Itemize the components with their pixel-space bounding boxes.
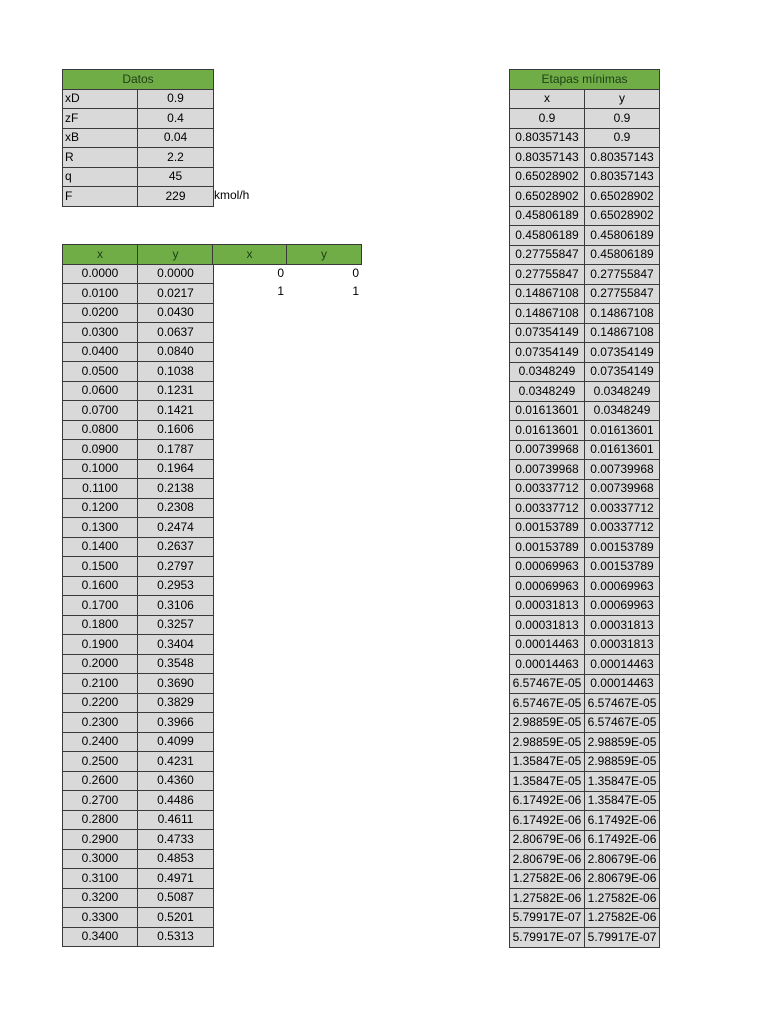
table-row [63,323,214,343]
table-row [63,732,214,752]
equilibrium-y-cell[interactable]: 0.3106 [138,596,214,616]
etapas-y-cell[interactable]: 0.27755847 [585,284,660,304]
table-row [63,381,214,401]
etapas-x-cell[interactable]: 2.80679E-06 [510,850,585,870]
table-row [510,343,660,363]
datos-table [62,69,214,207]
equilibrium-x-cell[interactable]: 0.3200 [63,888,138,908]
etapas-y-cell[interactable]: 0.65028902 [585,187,660,207]
datos-row [63,148,214,168]
equilibrium-y-cell[interactable]: 0.3829 [138,693,214,713]
table-row [510,889,660,909]
equilibrium-y-cell[interactable]: 0.1038 [138,362,214,382]
etapas-y-cell[interactable]: 0.80357143 [585,148,660,168]
table-row [63,849,214,869]
datos-label-cell[interactable]: xB [63,128,138,148]
diagonal-y-cell[interactable]: 1 [352,284,359,299]
etapas-y-cell[interactable]: 0.00337712 [585,499,660,519]
etapas-y-cell[interactable]: 2.80679E-06 [585,869,660,889]
datos-value-cell[interactable]: 0.04 [138,128,214,148]
etapas-y-cell[interactable]: 0.07354149 [585,343,660,363]
table-row [510,323,660,343]
equilibrium-header-y: y [138,245,214,265]
equilibrium-y-cell[interactable]: 0.2797 [138,557,214,577]
datos-row [63,187,214,207]
etapas-y-cell[interactable]: 0.00031813 [585,635,660,655]
etapas-y-cell[interactable]: 0.07354149 [585,362,660,382]
etapas-x-cell[interactable]: 6.57467E-05 [510,674,585,694]
etapas-x-cell[interactable]: 5.79917E-07 [510,928,585,948]
etapas-x-cell[interactable]: 6.17492E-06 [510,811,585,831]
table-row [510,616,660,636]
etapas-x-cell[interactable]: 0.07354149 [510,323,585,343]
table-row [510,284,660,304]
equilibrium-y-cell[interactable]: 0.4853 [138,849,214,869]
table-row [63,810,214,830]
etapas-y-cell[interactable]: 0.00014463 [585,674,660,694]
table-row [510,362,660,382]
etapas-y-cell[interactable]: 1.35847E-05 [585,772,660,792]
etapas-x-cell[interactable]: 5.79917E-07 [510,908,585,928]
table-row [510,440,660,460]
datos-value-cell[interactable]: 229 [138,187,214,207]
datos-label-cell[interactable]: zF [63,109,138,129]
equilibrium-x-cell[interactable]: 0.0800 [63,420,138,440]
table-row [510,460,660,480]
equilibrium-header-x: x [63,245,138,265]
equilibrium-y-cell[interactable]: 0.3690 [138,674,214,694]
equilibrium-x-cell[interactable]: 0.2000 [63,654,138,674]
etapas-y-cell[interactable]: 0.14867108 [585,323,660,343]
etapas-x-cell[interactable]: 0.65028902 [510,167,585,187]
equilibrium-x-cell[interactable]: 0.2500 [63,752,138,772]
etapas-y-cell[interactable]: 5.79917E-07 [585,928,660,948]
table-row [63,264,214,284]
table-row [63,342,214,362]
etapas-x-cell[interactable]: 0.00739968 [510,440,585,460]
equilibrium-y-cell[interactable]: 0.0637 [138,323,214,343]
etapas-x-cell[interactable]: 0.00031813 [510,616,585,636]
table-row [510,635,660,655]
table-row [510,772,660,792]
equilibrium-x-cell[interactable]: 0.3100 [63,869,138,889]
table-row [63,576,214,596]
table-row [63,869,214,889]
equilibrium-x-cell[interactable]: 0.3300 [63,908,138,928]
etapas-y-cell[interactable]: 0.65028902 [585,206,660,226]
table-row [510,694,660,714]
diagonal-header-x: x [213,245,287,265]
etapas-x-cell[interactable]: 2.80679E-06 [510,830,585,850]
table-row [63,459,214,479]
equilibrium-x-cell[interactable]: 0.1200 [63,498,138,518]
table-row [510,499,660,519]
equilibrium-x-cell[interactable]: 0.1000 [63,459,138,479]
etapas-y-cell[interactable]: 1.35847E-05 [585,791,660,811]
etapas-x-cell[interactable]: 0.00153789 [510,538,585,558]
equilibrium-x-cell[interactable]: 0.1100 [63,479,138,499]
equilibrium-y-cell[interactable]: 0.4733 [138,830,214,850]
table-row [510,167,660,187]
etapas-x-cell[interactable]: 0.00069963 [510,557,585,577]
table-row [63,693,214,713]
equilibrium-x-cell[interactable]: 0.2300 [63,713,138,733]
etapas-header-x: x [510,89,585,109]
etapas-y-cell[interactable]: 0.0348249 [585,401,660,421]
datos-value-cell[interactable]: 0.4 [138,109,214,129]
etapas-x-cell[interactable]: 0.00069963 [510,577,585,597]
table-row [510,226,660,246]
equilibrium-y-cell[interactable]: 0.5313 [138,927,214,947]
f-unit-label: kmol/h [214,188,250,202]
table-row [63,498,214,518]
equilibrium-x-cell[interactable]: 0.2900 [63,830,138,850]
equilibrium-x-cell[interactable]: 0.0500 [63,362,138,382]
table-row [63,518,214,538]
etapas-y-cell[interactable]: 0.9 [585,128,660,148]
datos-label-cell[interactable]: xD [63,89,138,109]
equilibrium-y-cell[interactable]: 0.3548 [138,654,214,674]
etapas-x-cell[interactable]: 0.00031813 [510,596,585,616]
equilibrium-x-cell[interactable]: 0.3400 [63,927,138,947]
diagonal-x-cell[interactable]: 1 [277,284,284,299]
etapas-y-cell[interactable]: 0.00739968 [585,460,660,480]
diagonal-x-cell[interactable]: 0 [277,265,284,280]
datos-row [63,128,214,148]
etapas-x-cell[interactable]: 0.80357143 [510,148,585,168]
etapas-y-cell[interactable]: 0.00739968 [585,479,660,499]
equilibrium-x-cell[interactable]: 0.2800 [63,810,138,830]
table-row [63,284,214,304]
etapas-x-cell[interactable]: 0.80357143 [510,128,585,148]
table-row [510,928,660,948]
table-row [510,128,660,148]
table-row [63,615,214,635]
etapas-x-cell[interactable]: 0.45806189 [510,226,585,246]
etapas-x-cell[interactable]: 0.07354149 [510,343,585,363]
etapas-x-cell[interactable]: 0.45806189 [510,206,585,226]
table-row [510,401,660,421]
etapas-x-cell[interactable]: 0.9 [510,109,585,129]
table-row [510,791,660,811]
etapas-x-cell[interactable]: 0.00337712 [510,499,585,519]
equilibrium-y-cell[interactable]: 0.4360 [138,771,214,791]
table-row [63,362,214,382]
equilibrium-y-cell[interactable]: 0.3404 [138,635,214,655]
equilibrium-x-cell[interactable]: 0.0700 [63,401,138,421]
table-row [63,401,214,421]
etapas-y-cell[interactable]: 0.01613601 [585,421,660,441]
diagonal-header-y: y [287,245,362,265]
etapas-y-cell[interactable]: 6.17492E-06 [585,811,660,831]
datos-row [63,109,214,129]
etapas-y-cell[interactable]: 0.00069963 [585,577,660,597]
datos-row [63,89,214,109]
etapas-y-cell[interactable]: 0.00337712 [585,518,660,538]
equilibrium-y-cell[interactable]: 0.2308 [138,498,214,518]
table-row [510,265,660,285]
etapas-y-cell[interactable]: 0.27755847 [585,265,660,285]
datos-label-cell[interactable]: F [63,187,138,207]
etapas-y-cell[interactable]: 0.00153789 [585,538,660,558]
equilibrium-x-cell[interactable]: 0.1800 [63,615,138,635]
equilibrium-x-cell[interactable]: 0.2400 [63,732,138,752]
equilibrium-y-cell[interactable]: 0.0217 [138,284,214,304]
table-row [63,479,214,499]
etapas-y-cell[interactable]: 2.80679E-06 [585,850,660,870]
table-row [510,908,660,928]
table-row [510,869,660,889]
datos-value-cell[interactable]: 45 [138,167,214,187]
table-row [63,927,214,947]
datos-title: Datos [63,70,214,90]
equilibrium-x-cell[interactable]: 0.1700 [63,596,138,616]
equilibrium-y-cell[interactable]: 0.2474 [138,518,214,538]
table-row [510,518,660,538]
equilibrium-y-cell[interactable]: 0.2637 [138,537,214,557]
equilibrium-x-cell[interactable]: 0.2600 [63,771,138,791]
table-row [510,557,660,577]
etapas-x-cell[interactable]: 0.0348249 [510,382,585,402]
etapas-y-cell[interactable]: 0.01613601 [585,440,660,460]
etapas-x-cell[interactable]: 2.98859E-05 [510,713,585,733]
etapas-table [509,69,660,948]
etapas-x-cell[interactable]: 0.14867108 [510,284,585,304]
etapas-y-cell[interactable]: 1.27582E-06 [585,908,660,928]
table-row [63,674,214,694]
equilibrium-x-cell[interactable]: 0.0600 [63,381,138,401]
table-row [510,304,660,324]
table-row [510,655,660,675]
etapas-title: Etapas mínimas [510,70,660,90]
table-row [63,635,214,655]
equilibrium-x-cell[interactable]: 0.1500 [63,557,138,577]
diagonal-header-table [212,244,362,265]
table-row [212,283,361,302]
equilibrium-y-cell[interactable]: 0.0430 [138,303,214,323]
equilibrium-x-cell[interactable]: 0.0400 [63,342,138,362]
etapas-y-cell[interactable]: 6.17492E-06 [585,830,660,850]
table-row [510,421,660,441]
table-row [510,538,660,558]
etapas-x-cell[interactable]: 0.00014463 [510,655,585,675]
table-row [510,109,660,129]
datos-label-cell[interactable]: R [63,148,138,168]
etapas-x-cell[interactable]: 0.65028902 [510,187,585,207]
etapas-y-cell[interactable]: 0.0348249 [585,382,660,402]
etapas-y-cell[interactable]: 0.45806189 [585,226,660,246]
etapas-y-cell[interactable]: 0.00069963 [585,596,660,616]
table-row [510,479,660,499]
table-row [510,187,660,207]
datos-value-cell[interactable]: 2.2 [138,148,214,168]
etapas-y-cell[interactable]: 0.00153789 [585,557,660,577]
etapas-y-cell[interactable]: 6.57467E-05 [585,694,660,714]
etapas-x-cell[interactable]: 6.17492E-06 [510,791,585,811]
equilibrium-x-cell[interactable]: 0.2700 [63,791,138,811]
diagonal-y-cell[interactable]: 0 [352,265,359,280]
equilibrium-y-cell[interactable]: 0.3257 [138,615,214,635]
etapas-y-cell[interactable]: 2.98859E-05 [585,752,660,772]
equilibrium-y-cell[interactable]: 0.2138 [138,479,214,499]
equilibrium-x-cell[interactable]: 0.0200 [63,303,138,323]
equilibrium-x-cell[interactable]: 0.0000 [63,264,138,284]
equilibrium-x-cell[interactable]: 0.0100 [63,284,138,304]
etapas-y-cell[interactable]: 0.9 [585,109,660,129]
equilibrium-y-cell[interactable]: 0.1231 [138,381,214,401]
etapas-x-cell[interactable]: 0.00739968 [510,460,585,480]
table-row [510,713,660,733]
etapas-x-cell[interactable]: 0.00153789 [510,518,585,538]
equilibrium-x-cell[interactable]: 0.0300 [63,323,138,343]
table-row [63,537,214,557]
etapas-x-cell[interactable]: 0.00014463 [510,635,585,655]
equilibrium-y-cell[interactable]: 0.0000 [138,264,214,284]
table-row [63,303,214,323]
etapas-x-cell[interactable]: 0.00337712 [510,479,585,499]
etapas-y-cell[interactable]: 0.80357143 [585,167,660,187]
equilibrium-x-cell[interactable]: 0.1400 [63,537,138,557]
equilibrium-y-cell[interactable]: 0.3966 [138,713,214,733]
etapas-x-cell[interactable]: 2.98859E-05 [510,733,585,753]
etapas-y-cell[interactable]: 0.14867108 [585,304,660,324]
table-row [510,148,660,168]
equilibrium-y-cell[interactable]: 0.0840 [138,342,214,362]
etapas-x-cell[interactable]: 0.27755847 [510,265,585,285]
table-row [63,771,214,791]
table-row [63,791,214,811]
equilibrium-x-cell[interactable]: 0.0900 [63,440,138,460]
etapas-y-cell[interactable]: 0.45806189 [585,245,660,265]
etapas-x-cell[interactable]: 0.01613601 [510,401,585,421]
etapas-y-cell[interactable]: 0.00014463 [585,655,660,675]
table-row [63,908,214,928]
equilibrium-x-cell[interactable]: 0.1600 [63,576,138,596]
diagonal-table [212,264,361,301]
equilibrium-table [62,244,214,947]
table-row [510,382,660,402]
table-row [510,674,660,694]
table-row [510,596,660,616]
equilibrium-y-cell[interactable]: 0.5087 [138,888,214,908]
equilibrium-y-cell[interactable]: 0.1606 [138,420,214,440]
etapas-y-cell[interactable]: 2.98859E-05 [585,733,660,753]
etapas-x-cell[interactable]: 1.27582E-06 [510,889,585,909]
table-row [63,440,214,460]
datos-value-cell[interactable]: 0.9 [138,89,214,109]
etapas-y-cell[interactable]: 0.00031813 [585,616,660,636]
equilibrium-x-cell[interactable]: 0.2200 [63,693,138,713]
table-row [510,752,660,772]
equilibrium-y-cell[interactable]: 0.4611 [138,810,214,830]
table-row [510,850,660,870]
datos-row [63,167,214,187]
table-row [63,420,214,440]
table-row [212,264,361,283]
table-row [63,752,214,772]
etapas-x-cell[interactable]: 0.01613601 [510,421,585,441]
table-row [510,830,660,850]
etapas-x-cell[interactable]: 0.27755847 [510,245,585,265]
equilibrium-x-cell[interactable]: 0.3000 [63,849,138,869]
etapas-x-cell[interactable]: 6.57467E-05 [510,694,585,714]
etapas-x-cell[interactable]: 1.27582E-06 [510,869,585,889]
etapas-y-cell[interactable]: 1.27582E-06 [585,889,660,909]
equilibrium-x-cell[interactable]: 0.1900 [63,635,138,655]
equilibrium-y-cell[interactable]: 0.4231 [138,752,214,772]
datos-label-cell[interactable]: q [63,167,138,187]
table-row [63,557,214,577]
equilibrium-y-cell[interactable]: 0.5201 [138,908,214,928]
equilibrium-y-cell[interactable]: 0.1787 [138,440,214,460]
table-row [63,888,214,908]
table-row [63,596,214,616]
table-row [63,654,214,674]
table-row [510,733,660,753]
table-row [510,811,660,831]
equilibrium-x-cell[interactable]: 0.2100 [63,674,138,694]
equilibrium-y-cell[interactable]: 0.2953 [138,576,214,596]
table-row [510,577,660,597]
equilibrium-y-cell[interactable]: 0.4486 [138,791,214,811]
equilibrium-y-cell[interactable]: 0.4971 [138,869,214,889]
etapas-header-y: y [585,89,660,109]
equilibrium-y-cell[interactable]: 0.1964 [138,459,214,479]
equilibrium-x-cell[interactable]: 0.1300 [63,518,138,538]
table-row [63,830,214,850]
equilibrium-y-cell[interactable]: 0.1421 [138,401,214,421]
etapas-x-cell[interactable]: 1.35847E-05 [510,772,585,792]
table-row [510,245,660,265]
equilibrium-y-cell[interactable]: 0.4099 [138,732,214,752]
etapas-x-cell[interactable]: 0.0348249 [510,362,585,382]
etapas-y-cell[interactable]: 6.57467E-05 [585,713,660,733]
table-row [63,713,214,733]
table-row [510,206,660,226]
etapas-x-cell[interactable]: 1.35847E-05 [510,752,585,772]
etapas-x-cell[interactable]: 0.14867108 [510,304,585,324]
